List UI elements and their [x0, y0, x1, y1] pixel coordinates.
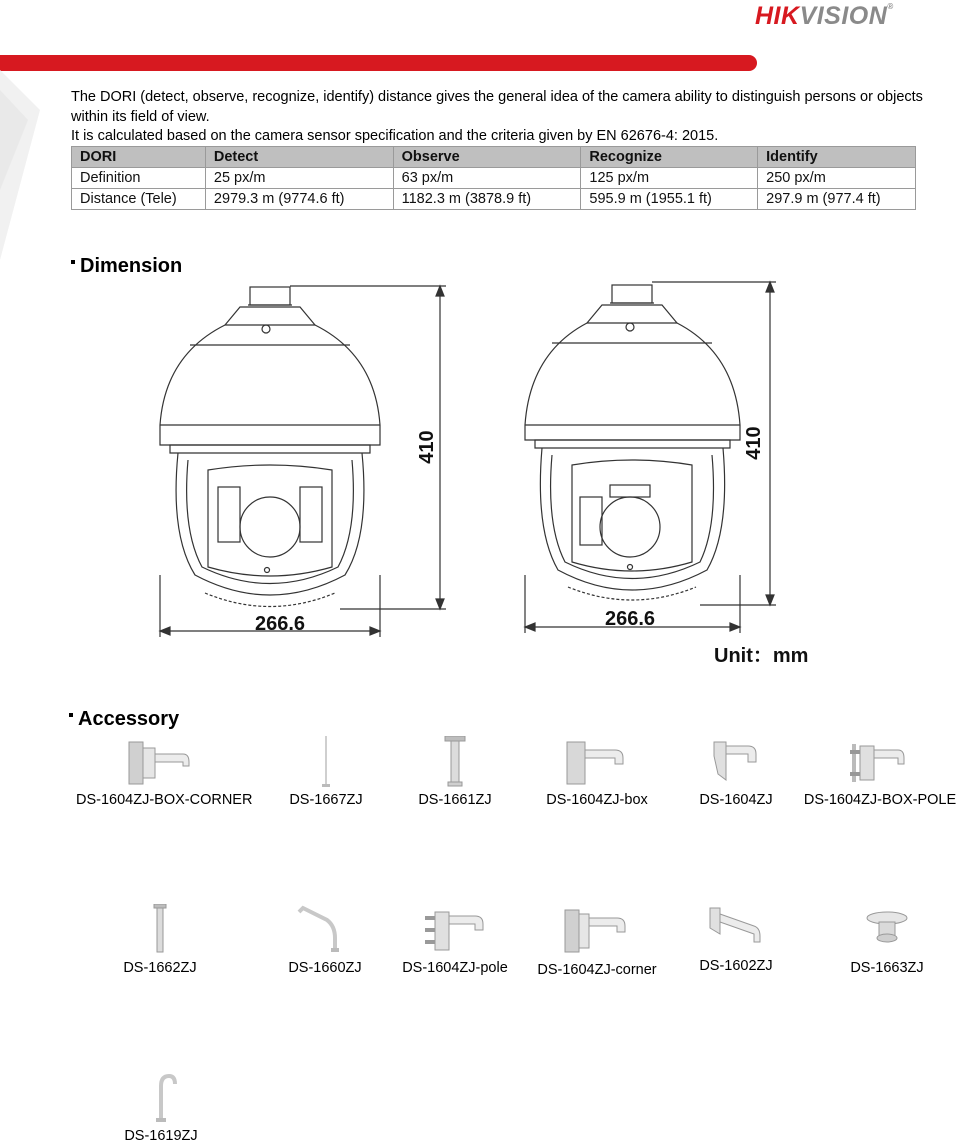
front-height-label: 410	[416, 430, 438, 464]
side-height-label: 410	[743, 426, 765, 460]
dori-intro	[71, 88, 931, 147]
table-cell: 1182.3 m (3878.9 ft)	[393, 189, 581, 210]
table-header-cell: Recognize	[581, 147, 758, 168]
long-arm-mount-icon	[696, 904, 776, 956]
pole-mount-icon	[415, 904, 495, 956]
accessory-label: DS-1660ZJ	[288, 960, 362, 976]
accessory-item	[76, 1072, 246, 1144]
gooseneck-mount-icon	[285, 904, 365, 956]
accessory-item	[795, 736, 960, 808]
dimension-drawing	[140, 275, 800, 670]
accessory-label: DS-1604ZJ-BOX-POLE	[803, 792, 957, 808]
accessory-label: DS-1662ZJ	[123, 960, 197, 976]
table-row	[72, 168, 916, 189]
table-cell: 25 px/m	[205, 168, 393, 189]
dori-table	[71, 146, 916, 210]
accessory-label: DS-1604ZJ	[699, 792, 773, 808]
side-view-camera	[525, 282, 776, 633]
accessory-label: DS-1604ZJ-box	[546, 792, 648, 808]
pendant-pole-icon	[415, 736, 495, 788]
unit-label: Unit：mm	[714, 645, 809, 667]
accessory-label: DS-1604ZJ-BOX-CORNER	[76, 792, 253, 808]
table-cell: 250 px/m	[758, 168, 916, 189]
table-cell: Distance (Tele)	[72, 189, 206, 210]
dimension-title: Dimension	[71, 255, 182, 278]
table-cell: Definition	[72, 168, 206, 189]
table-cell: 63 px/m	[393, 168, 581, 189]
pole-box-mount-icon	[840, 736, 920, 788]
table-header-cell: Observe	[393, 147, 581, 168]
bullet-icon	[69, 713, 73, 717]
accessory-item	[76, 736, 253, 808]
wall-mount-icon	[696, 736, 776, 788]
table-header-row	[72, 147, 916, 168]
accessory-label: DS-1604ZJ-corner	[537, 962, 657, 978]
hikvision-logo: HIKVISION®	[755, 2, 894, 30]
table-row	[72, 189, 916, 210]
decorative-watermark	[0, 70, 60, 270]
accessory-item	[75, 904, 245, 976]
side-width-label: 266.6	[604, 608, 656, 630]
accessory-label: DS-1661ZJ	[418, 792, 492, 808]
intro-line-2: It is calculated based on the camera sensor specification and the criteria given by EN 62676-4: 2015.	[71, 128, 719, 144]
accessory-item	[651, 904, 821, 974]
intro-line-1: The DORI (detect, observe, recognize, identify) distance gives the general idea of the camera ability to distinguish persons or objects within its field of view.	[71, 89, 923, 125]
corner-mount-icon	[557, 904, 637, 956]
front-view-camera	[160, 286, 446, 637]
wall-box-mount-icon	[557, 736, 637, 788]
table-header-cell: Detect	[205, 147, 393, 168]
table-cell: 595.9 m (1955.1 ft)	[581, 189, 758, 210]
hook-mount-icon	[121, 1072, 201, 1124]
accessory-label: DS-1604ZJ-pole	[402, 960, 508, 976]
table-header-cell: Identify	[758, 147, 916, 168]
accessory-label: DS-1619ZJ	[124, 1128, 198, 1144]
accessory-label: DS-1667ZJ	[289, 792, 363, 808]
corner-box-mount-icon	[121, 736, 201, 788]
accessory-label: DS-1663ZJ	[850, 960, 924, 976]
ceiling-mount-icon	[847, 904, 927, 956]
long-pendant-icon	[120, 904, 200, 956]
accessory-title: Accessory	[69, 708, 179, 731]
table-cell: 125 px/m	[581, 168, 758, 189]
table-cell: 2979.3 m (9774.6 ft)	[205, 189, 393, 210]
accessory-item	[802, 904, 960, 976]
accessory-label: DS-1602ZJ	[699, 958, 773, 974]
bullet-icon	[71, 260, 75, 264]
front-width-label: 266.6	[254, 613, 306, 635]
thin-pole-icon	[286, 736, 366, 788]
table-cell: 297.9 m (977.4 ft)	[758, 189, 916, 210]
table-header-cell: DORI	[72, 147, 206, 168]
header-red-bar	[0, 55, 757, 71]
